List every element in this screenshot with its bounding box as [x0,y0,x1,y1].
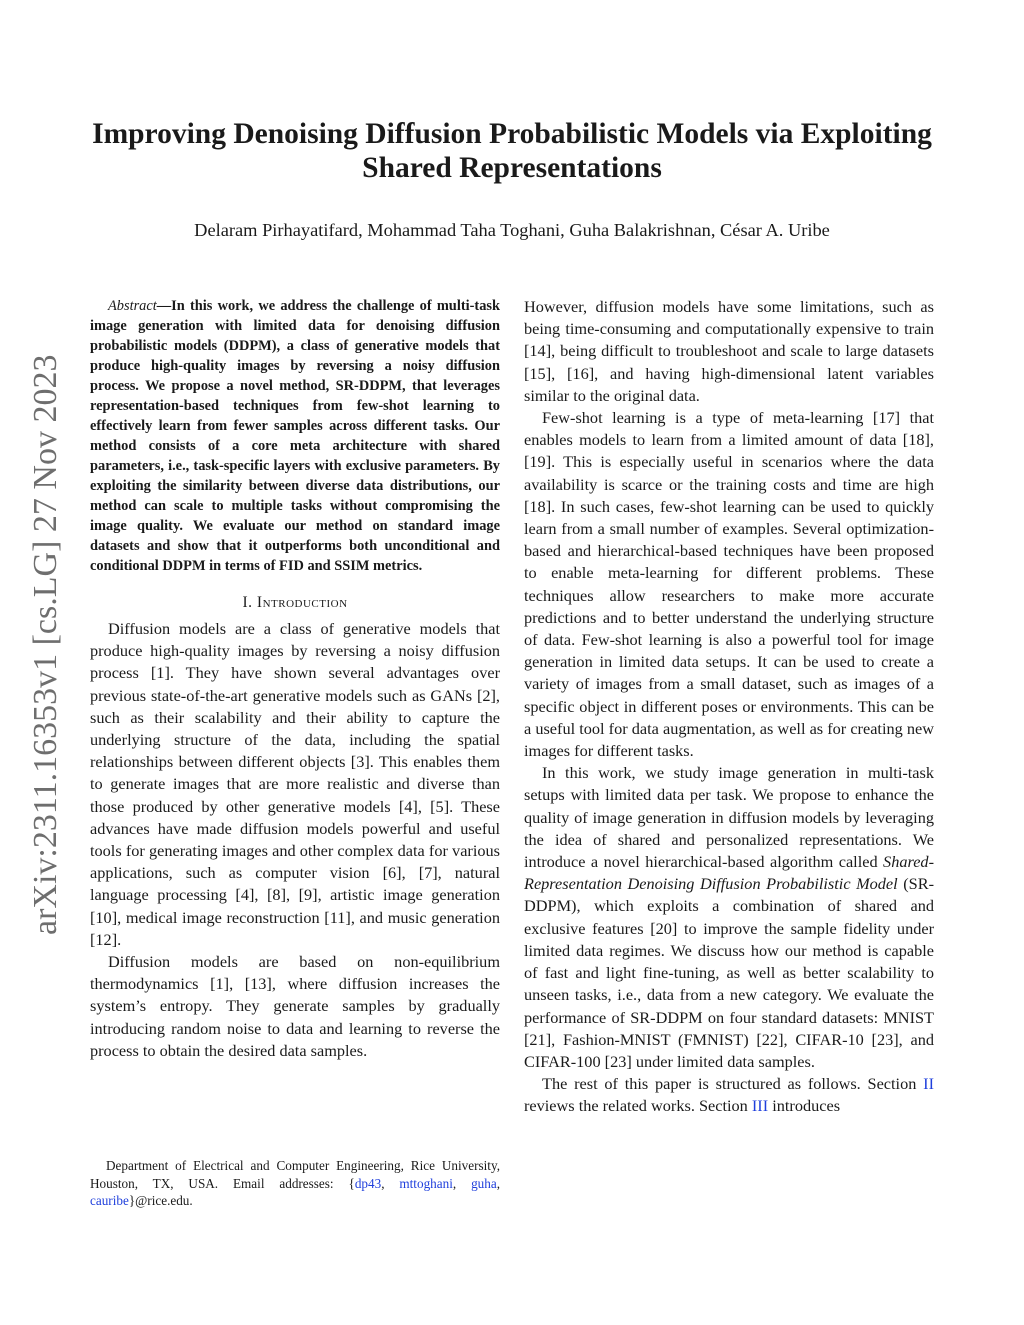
intro-paragraph-2: Diffusion models are based on non-equilibrium thermodynamics [1], [13], where diffusion increases the system’s entropy. They generate samples by gradually introducing random noise to data and learning to reverse the process to obtain the desired data samples. [90,952,500,1060]
email-link-cauribe[interactable]: cauribe [90,1193,129,1208]
paragraph-6-text-c: introduces [768,1096,841,1116]
abstract-text: In this work, we address the challenge of multi-task image generation with limited data for denoising diffusion probabilistic models (DDPM), a class of generative models that produce high-quality images by reversing a noisy diffusion process. We propose a novel method, SR-DDPM, that leverages representation-based techniques from few-shot learning to effectively learn from fewer samples across different tasks. Our method consists of a core meta architecture with shared parameters, i.e., task-specific layers with exclusive parameters. By exploiting the similarity between diverse data distributions, our method can scale to multiple tasks without compromising the image quality. We evaluate our method on standard image datasets and show that it outperforms both unconditional and conditional DDPM in terms of FID and SSIM metrics. [90,298,500,574]
title-line-2: Shared Representations [362,152,662,184]
section-ref-iii-link[interactable]: III [751,1096,769,1116]
section-number: I. [242,594,253,611]
left-column [90,296,500,1062]
paragraph-6-text-b: reviews the related works. Section [524,1096,752,1116]
section-heading-introduction [90,592,500,614]
method-name-italic: Shared-Representation Denoising Diffusion Probabilistic Model [524,852,934,894]
intro-paragraph-5 [524,762,934,1073]
right-column [524,296,934,1118]
brace-open: { [348,1175,355,1191]
paragraph-6-text-a: The rest of this paper is structured as follows. Section [542,1074,924,1094]
intro-paragraph-6 [524,1073,934,1117]
email-sep-3: , [496,1175,501,1191]
email-sep-2: , [452,1175,472,1191]
title-line-1: Improving Denoising Diffusion Probabilistic Models via Exploiting [92,118,932,150]
email-domain: @rice.edu. [135,1193,193,1208]
email-link-dp43[interactable]: dp43 [354,1175,382,1191]
arxiv-identifier: arXiv:2311.16353v1 [cs.LG] 27 Nov 2023 [27,354,64,936]
section-title: Introduction [256,594,348,611]
affiliation-footnote [90,1157,500,1210]
author-list: Delaram Pirhayatifard, Mohammad Taha Toghani, Guha Balakrishnan, César A. Uribe [194,220,830,240]
footnote-text: Department of Electrical and Computer Engineering, Rice University, Houston, TX, USA. Email addresses: [90,1158,500,1191]
brace-close: } [128,1193,136,1208]
abstract-dash: — [156,298,172,314]
abstract [90,296,500,576]
abstract-label: Abstract [108,298,157,314]
intro-paragraph-3: However, diffusion models have some limitations, such as being time-consuming and computationally expensive to train [14], being difficult to troubleshoot and scale to large datasets [15], [16], and having high-dimensional latent variables similar to the original data. [524,297,934,405]
intro-paragraph-1: Diffusion models are a class of generative models that produce high-quality images by reversing a noisy diffusion process [1]. They have shown several advantages over previous state-of-the-art generative models such as GANs [2], such as their scalability and their ability to capture the underlying structure of the data, including the spatial relationships between different objects [3]. This enables them to generate images that are more realistic and diverse than those produced by other generative models [4], [5]. These advances have made diffusion models powerful and useful tools for generating images and other complex data for various applications, such as computer vision [6], [7], natural language processing [4], [8], [9], artistic image generation [10], medical image reconstruction [11], and music generation [12]. [90,619,500,949]
email-link-mttoghani[interactable]: mttoghani [399,1175,453,1191]
paper-title [80,117,944,185]
intro-paragraph-4: Few-shot learning is a type of meta-learning [17] that enables models to learn from a limited amount of data [18], [19]. This is especially useful in scenarios where the data availability is scarce or the training costs and time are high [18]. In such cases, few-shot learning can be used to quickly learn from a small number of examples. Several optimization-based and hierarchical-based techniques have been proposed to enable meta-learning for different problems. These techniques allow researchers to make more accurate predictions and to better understand the underlying structure of data. Few-shot learning is also a powerful tool for image generation in limited data setups. It can be used to create a variety of images from a small dataset, such as images of a specific object in different poses or environments. This can be a useful tool for data augmentation, as well as for creating new images for different tasks. [524,408,934,761]
paragraph-5-text-a: In this work, we study image generation in multi-task setups with limited data per task. We propose to enhance the quality of image generation in diffusion models by leveraging the idea of shared and personalized representations. We introduce a novel hierarchical-based algorithm called [524,763,934,872]
email-link-guha[interactable]: guha [471,1175,497,1191]
paragraph-5-text-b: (SR-DDPM), which exploits a combination of shared and exclusive features [20] to improve the sample fidelity under limited data regimes. We discuss how our method is capable of fast and light fine-tuning, as well as better scalability to unseen tasks, i.e., data from a new category. We evaluate the performance of SR-DDPM on four standard datasets: MNIST [21], Fashion-MNIST (FMNIST) [22], CIFAR-10 [23], and CIFAR-100 [23] under limited data samples. [524,874,934,1071]
section-ref-ii-link[interactable]: II [923,1074,934,1094]
email-sep-1: , [381,1175,400,1191]
